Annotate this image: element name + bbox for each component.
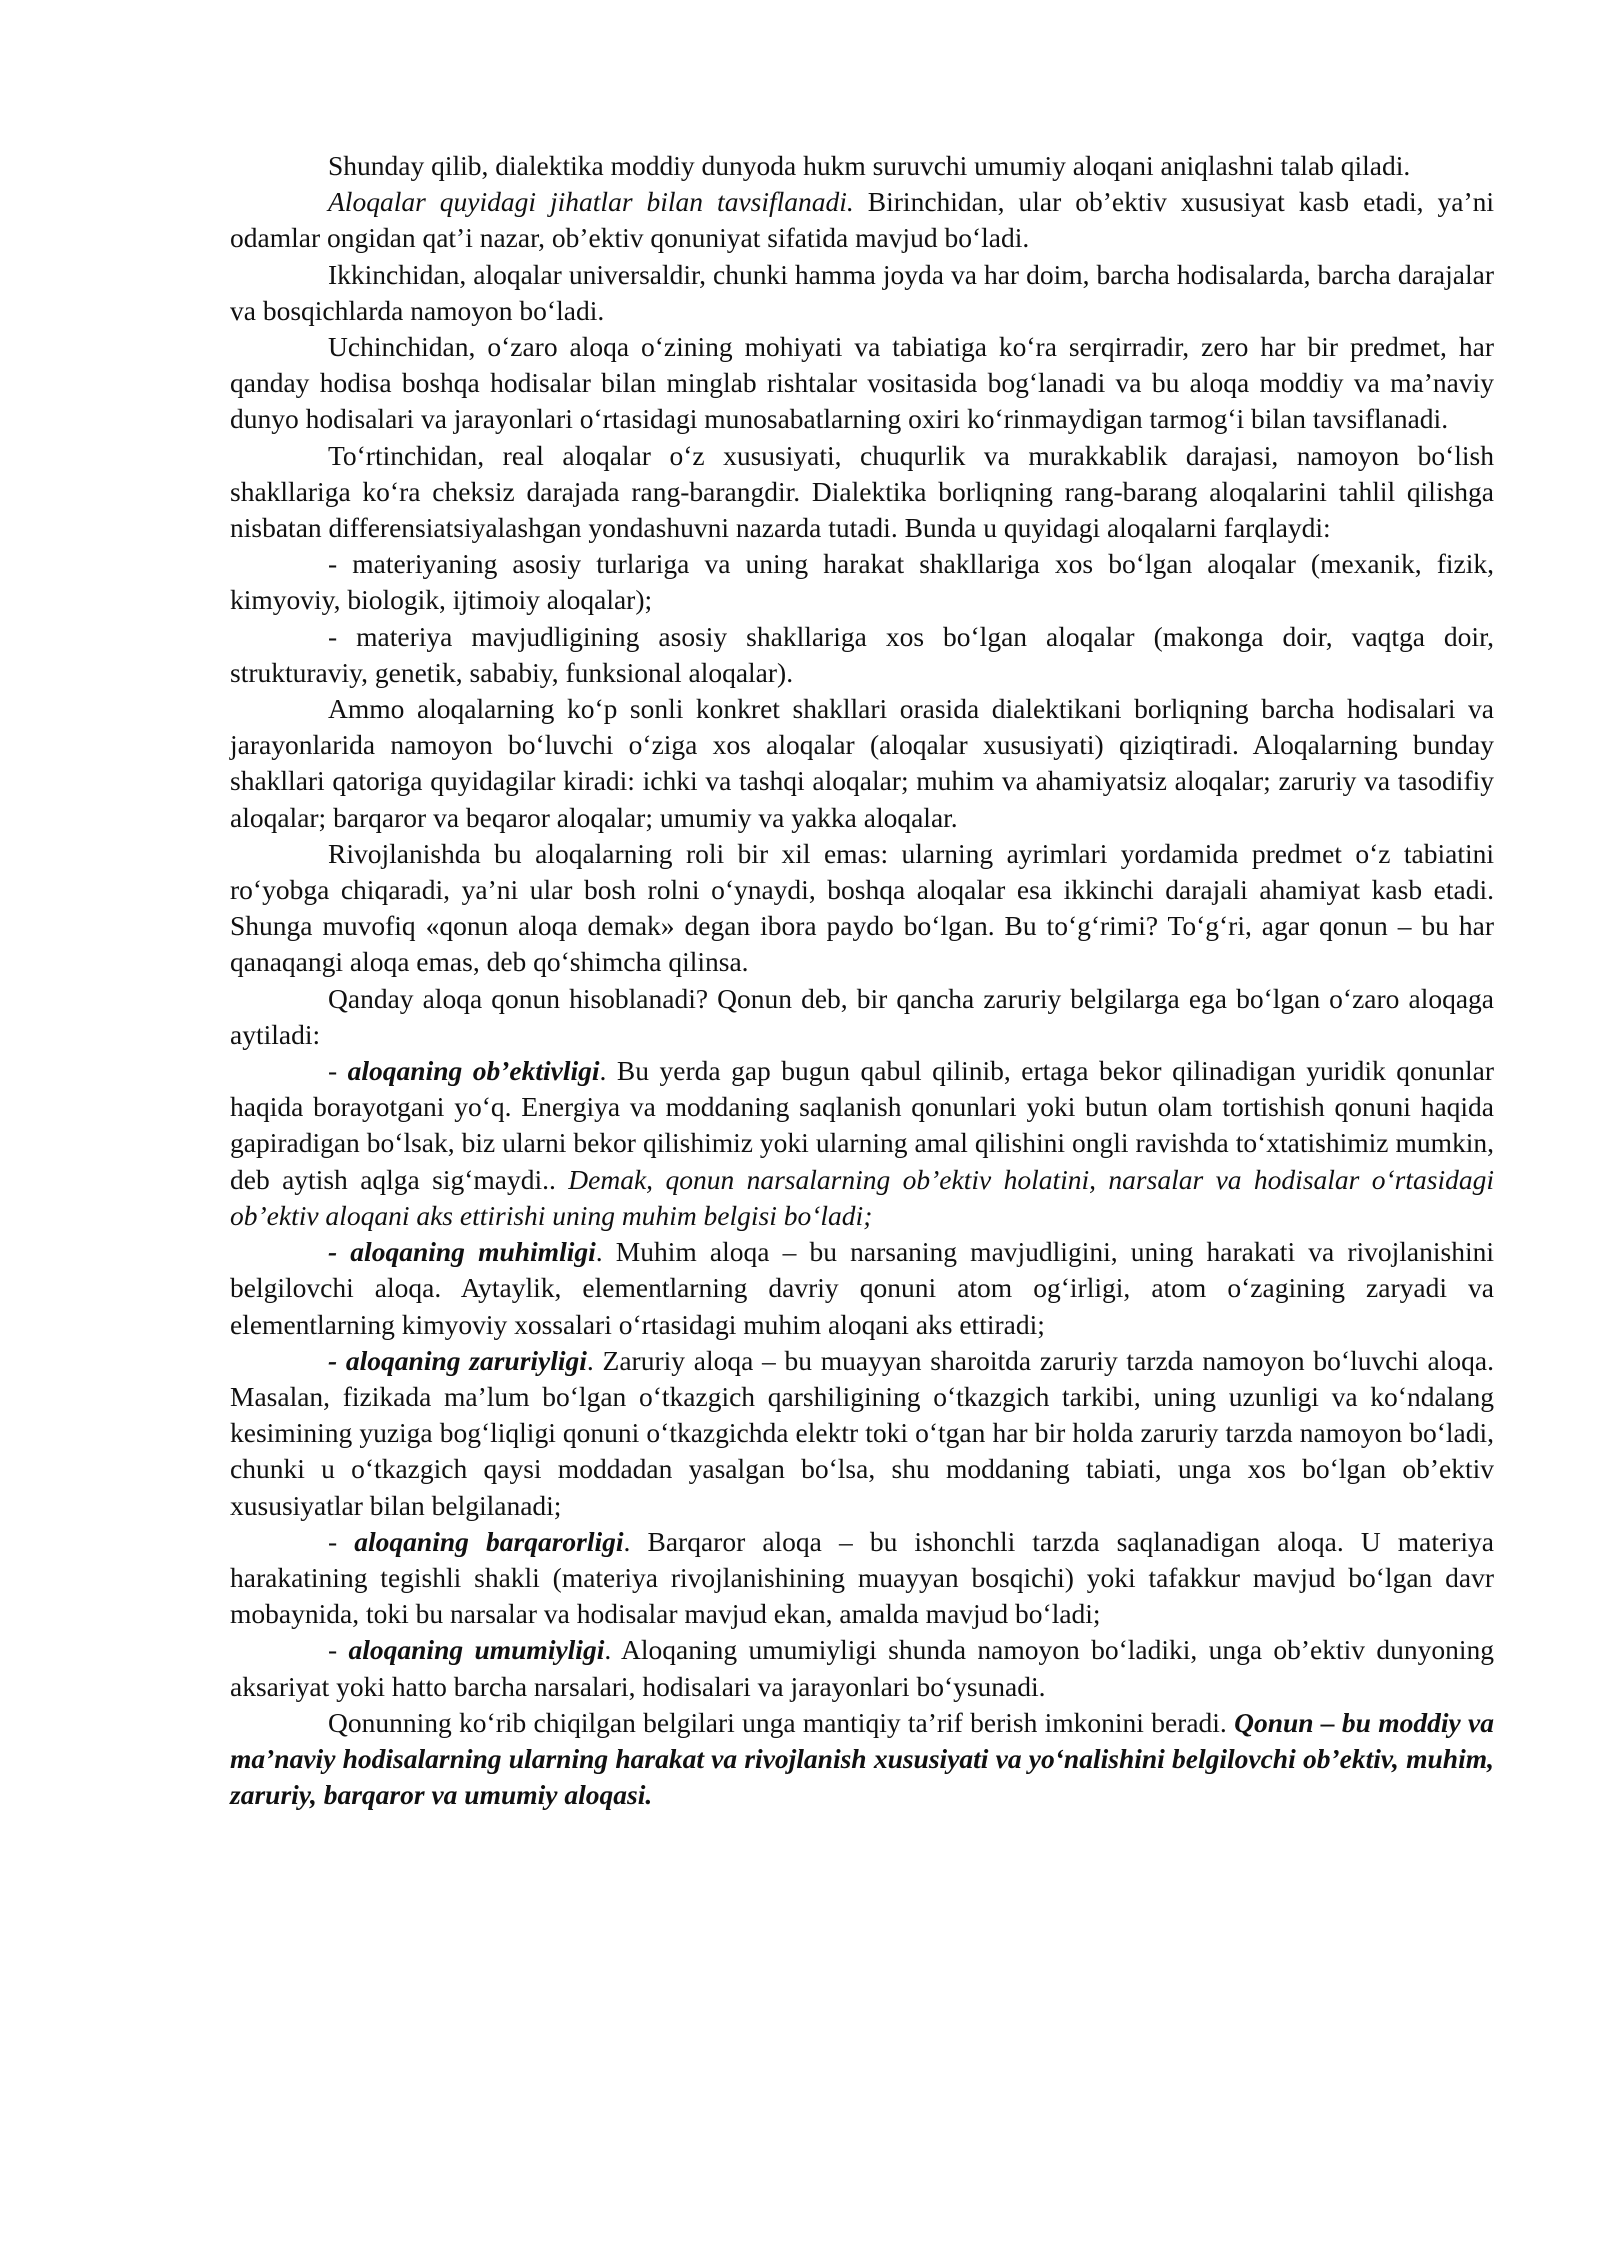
list-item-paragraph: [230, 619, 1494, 691]
text-span: - materiyaning asosiy turlariga va uning harakat shakllariga xos bo‘lgan aloqalar (mexanik, fizik, kimyoviy, biologik, ijtimoiy aloqalar);: [230, 548, 1494, 616]
text-span: Ikkinchidan, aloqalar universaldir, chunki hamma joyda va har doim, barcha hodisalarda, barcha darajalar va bosqichlarda namoyon bo‘ladi.: [230, 258, 1494, 326]
list-item-paragraph: [230, 1053, 1494, 1234]
text-span: Ammo aloqalarning ko‘p sonli konkret shakllari orasida dialektikani borliqning barcha hodisalari va jarayonlarida namoyon bo‘luvchi o‘ziga xos aloqalar (aloqalar xususiyati) qiziqtiradi. Aloqalarning bunday shakllari qatoriga quyidagilar kiradi: ichki va tashqi aloqalar; muhim va ahamiyatsiz aloqalar; zaruriy va tasodifiy aloqalar; barqaror va beqaror aloqalar; umumiy va yakka aloqalar.: [230, 693, 1494, 833]
paragraph: [230, 981, 1494, 1053]
text-span: - materiya mavjudligining asosiy shakllariga xos bo‘lgan aloqalar (makonga doir, vaqtga doir, strukturaviy, genetik, sababiy, funksional aloqalar).: [230, 620, 1494, 688]
text-span: To‘rtinchidan, real aloqalar o‘z xususiyati, chuqurlik va murakkablik darajasi, namoyon bo‘lish shakllariga ko‘ra cheksiz darajada rang-barangdir. Dialektika borliqning rang-barang aloqalarini tahlil qilishga nisbatan differensiatsiyalashgan yondashuvni nazarda tutadi. Bunda u quyidagi aloqalarni farqlaydi:: [230, 439, 1494, 544]
text-span: . Bu yerda gap bugun qabul qilinib, ertaga bekor qilinadigan yuridik qonunlar haqida borayotgani yo‘q. Energiya va moddaning saqlanish qonunlari yoki butun olam tortishish qonuni haqida gapiradigan bo‘lsak, biz ularni bekor qilishimiz yoki ularning amal qilishini ongli ravishda to‘xtatishimiz mumkin, deb aytish aqlga sig‘maydi..: [230, 1055, 1494, 1195]
term-emphasis: aloqaning umumiyligi: [348, 1634, 605, 1666]
paragraph: [230, 184, 1494, 256]
paragraph: [230, 329, 1494, 438]
term-emphasis: - aloqaning muhimligi: [328, 1236, 596, 1268]
paragraph: [230, 1705, 1494, 1814]
law-definition: Qonun – bu moddiy va ma’naviy hodisalarning ularning harakat va rivojlanish xususiyati va yo‘nalishini belgilovchi ob’ektiv, muhim, zaruriy, barqaror va umumiy aloqasi.: [230, 1706, 1494, 1811]
text-span: . Zaruriy aloqa – bu muayyan sharoitda zaruriy tarzda namoyon bo‘luvchi aloqa. Masalan, fizikada ma’lum bo‘lgan o‘tkazgich qarshiligining o‘tkazgich tarkibi, uning uzunligi va ko‘ndalang kesimining yuziga bog‘liqligi qonuni o‘tkazgichda elektr toki o‘tgan har bir holda zaruriy tarzda namoyon bo‘ladi, chunki u o‘tkazgich qaysi moddadan yasalgan bo‘lsa, shu moddaning tabiati, unga xos bo‘lgan ob’ektiv xususiyatlar bilan belgilanadi;: [230, 1344, 1494, 1521]
text-span: -: [328, 1525, 355, 1557]
document-page: [230, 148, 1494, 1813]
text-span: Birinchidan, ular ob’ektiv xususiyat kasb etadi, ya’ni odamlar ongidan qat’i nazar, ob’ektiv qonuniyat sifatida mavjud bo‘ladi.: [230, 186, 1495, 254]
paragraph: [230, 257, 1494, 329]
text-span: . Aloqaning umumiyligi shunda namoyon bo‘ladiki, unga ob’ektiv dunyoning aksariyat yoki hatto barcha narsalari, hodisalari va jarayonlari bo‘ysunadi.: [230, 1634, 1494, 1702]
text-span: -: [328, 1055, 348, 1087]
paragraph: [230, 438, 1494, 547]
list-item-paragraph: [230, 1632, 1494, 1704]
term-emphasis: - aloqaning zaruriyligi: [328, 1344, 587, 1376]
text-span: -: [328, 1634, 349, 1666]
text-span: Rivojlanishda bu aloqalarning roli bir xil emas: ularning ayrimlari yordamida predmet o‘z tabiatini ro‘yobga chiqaradi, ya’ni ular bosh rolni o‘ynaydi, boshqa aloqalar esa ikkinchi darajali ahamiyat kasb etadi. Shunga muvofiq «qonun aloqa demak» degan ibora paydo bo‘lgan. Bu to‘g‘rimi? To‘g‘ri, agar qonun – bu har qanaqangi aloqa emas, deb qo‘shimcha qilinsa.: [230, 837, 1494, 978]
text-span: Qanday aloqa qonun hisoblanadi? Qonun deb, bir qancha zaruriy belgilarga ega bo‘lgan o‘zaro aloqaga aytiladi:: [230, 982, 1494, 1050]
list-item-paragraph: [230, 546, 1494, 618]
list-item-paragraph: [230, 1234, 1494, 1343]
term-emphasis: aloqaning barqarorligi: [354, 1525, 624, 1557]
text-span: Qonunning ko‘rib chiqilgan belgilari unga mantiqiy ta’rif berish imkonini beradi.: [328, 1706, 1235, 1738]
paragraph: [230, 836, 1494, 981]
paragraph: [230, 691, 1494, 836]
list-item-paragraph: [230, 1343, 1494, 1524]
italic-heading: Aloqalar quyidagi jihatlar bilan tavsiflanadi.: [328, 186, 854, 218]
text-span: Uchinchidan, o‘zaro aloqa o‘zining mohiyati va tabiatiga ko‘ra serqirradir, zero har bir predmet, har qanday hodisa boshqa hodisalar bilan minglab rishtalar vositasida bog‘lanadi va bu aloqa moddiy va ma’naviy dunyo hodisalari va jarayonlari o‘rtasidagi munosabatlarning oxiri ko‘rinmaydigan tarmog‘i bilan tavsiflanadi.: [230, 331, 1494, 435]
italic-conclusion: Demak, qonun narsalarning ob’ektiv holatini, narsalar va hodisalar o‘rtasidagi ob’ektiv aloqani aks ettirishi uning muhim belgisi bo‘ladi;: [230, 1163, 1494, 1231]
text-span: . Barqaror aloqa – bu ishonchli tarzda saqlanadigan aloqa. U materiya harakatining tegishli shakli (materiya rivojlanishining muayyan bosqichi) yoki tafakkur mavjud bo‘lgan davr mobaynida, toki bu narsalar va hodisalar mavjud ekan, amalda mavjud bo‘ladi;: [230, 1525, 1494, 1630]
list-item-paragraph: [230, 1524, 1494, 1633]
paragraph: [230, 148, 1494, 184]
text-span: . Muhim aloqa – bu narsaning mavjudligini, uning harakati va rivojlanishini belgilovchi aloqa. Aytaylik, elementlarning davriy qonuni atom og‘irligi, atom o‘zagining zaryadi va elementlarning kimyoviy xossalari o‘rtasidagi muhim aloqani aks ettiradi;: [230, 1236, 1494, 1340]
term-emphasis: aloqaning ob’ektivligi: [347, 1055, 600, 1087]
text-span: Shunday qilib, dialektika moddiy dunyoda hukm suruvchi umumiy aloqani aniqlashni talab qiladi.: [328, 150, 1411, 181]
